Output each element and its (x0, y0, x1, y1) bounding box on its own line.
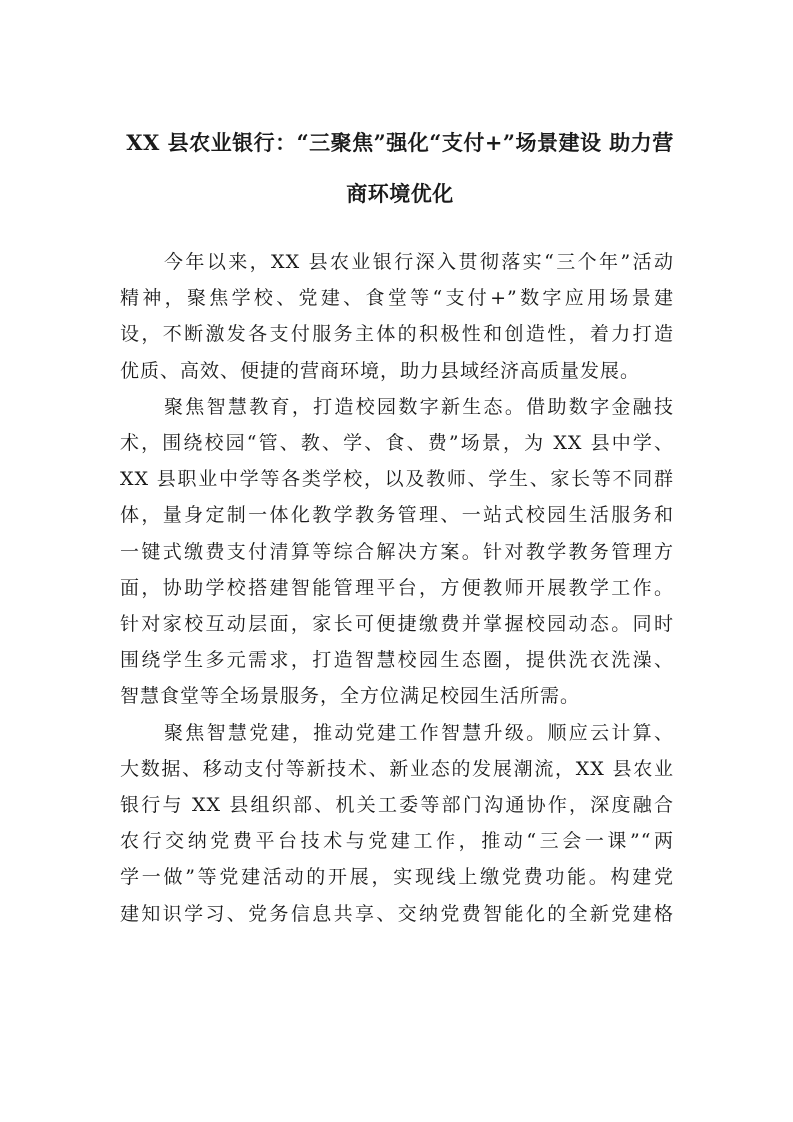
text-line: 智慧食堂等全场景服务，全方位满足校园生活所需。 (120, 685, 581, 708)
document-body (120, 244, 674, 932)
text-line: 银行与 XX 县组织部、机关工委等部门沟通协作，深度融合 (120, 794, 674, 817)
text-line: 术，围绕校园“管、教、学、食、费”场景，为 XX 县中学、 (120, 432, 674, 455)
text-line: 一键式缴费支付清算等综合解决方案。针对教学教务管理方 (120, 540, 674, 563)
text-line: 针对家校互动层面，家长可便捷缴费并掌握校园动态。同时 (120, 613, 674, 636)
text-line: 设，不断激发各支付服务主体的积极性和创造性，着力打造 (120, 323, 674, 346)
text-line: 学一做”等党建活动的开展，实现线上缴党费功能。构建党 (120, 866, 674, 889)
text-line: 优质、高效、便捷的营商环境，助力县域经济高质量发展。 (120, 359, 641, 382)
text-line: 聚焦智慧党建，推动党建工作智慧升级。顺应云计算、 (164, 721, 674, 744)
text-line: 大数据、移动支付等新技术、新业态的发展潮流，XX 县农业 (120, 757, 674, 780)
paragraph-3 (120, 715, 674, 932)
document-title-line-2: 商环境优化 (346, 181, 454, 206)
text-line: 今年以来，XX 县农业银行深入贯彻落实“三个年”活动 (164, 251, 674, 273)
text-line: XX 县职业中学等各类学校，以及教师、学生、家长等不同群 (120, 468, 674, 491)
text-line: 聚焦智慧教育，打造校园数字新生态。借助数字金融技 (164, 395, 674, 418)
paragraph-1 (120, 244, 674, 389)
text-line: 建知识学习、党务信息共享、交纳党费智能化的全新党建格 (120, 902, 674, 925)
text-line: 精神，聚焦学校、党建、食堂等“支付+”数字应用场景建 (120, 287, 674, 310)
text-line: 面，协助学校搭建智能管理平台，方便教师开展教学工作。 (120, 576, 674, 599)
text-line: 体，量身定制一体化教学教务管理、一站式校园生活服务和 (120, 504, 674, 527)
paragraph-2 (120, 389, 674, 715)
text-line: 围绕学生多元需求，打造智慧校园生态圈，提供洗衣洗澡、 (120, 649, 674, 672)
text-line: 农行交纳党费平台技术与党建工作，推动“三会一课”“两 (120, 830, 674, 853)
document-title-line-1: XX 县农业银行：“三聚焦”强化“支付+”场景建设 助力营 (126, 130, 674, 155)
